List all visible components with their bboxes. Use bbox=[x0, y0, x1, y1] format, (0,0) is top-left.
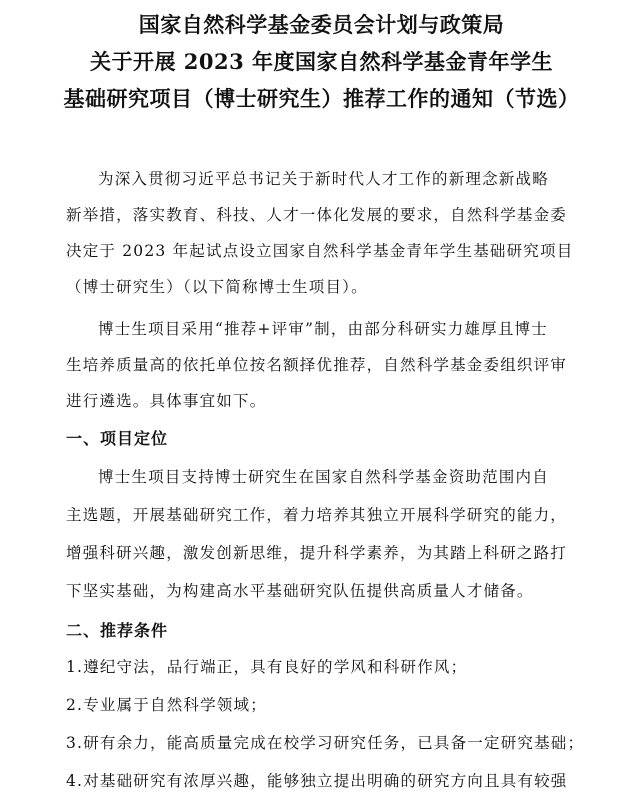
para2-line-2: 生培养质量高的依托单位按名额择优推荐，自然科学基金委组织评审 bbox=[66, 356, 568, 374]
intro-line-2: 新举措，落实教育、科技、人才一体化发展的要求，自然科学基金委 bbox=[66, 206, 568, 224]
section1-line-1: 博士生项目支持博士研究生在国家自然科学基金资助范围内自 bbox=[98, 468, 549, 486]
intro-line-3: 决定于 2023 年起试点设立国家自然科学基金青年学生基础研究项目 bbox=[66, 242, 574, 260]
title-line-3: 基础研究项目（博士研究生）推荐工作的通知（节选） bbox=[63, 86, 580, 111]
para2-line-1: 博士生项目采用“推荐+评审”制，由部分科研实力雄厚且博士 bbox=[98, 320, 548, 338]
section2-item-3: 3.研有余力，能高质量完成在校学习研究任务，已具备一定研究基础； bbox=[66, 734, 585, 752]
section2-item-2: 2.专业属于自然科学领域； bbox=[66, 696, 267, 714]
intro-line-4: （博士研究生）（以下简称博士生项目）。 bbox=[66, 278, 368, 296]
section2-item-4: 4.对基础研究有浓厚兴趣，能够独立提出明确的研究方向且具有较强 bbox=[66, 772, 568, 790]
section2-heading: 二、推荐条件 bbox=[66, 621, 169, 640]
para2-line-3: 进行遴选。具体事宜如下。 bbox=[66, 392, 267, 410]
section1-line-3: 增强科研兴趣，激发创新思维，提升科学素养，为其踏上科研之路打 bbox=[66, 544, 568, 562]
title-line-1: 国家自然科学基金委员会计划与政策局 bbox=[138, 12, 505, 37]
section2-item-1: 1.遵纪守法，品行端正，具有良好的学风和科研作风； bbox=[66, 658, 468, 676]
intro-line-1: 为深入贯彻习近平总书记关于新时代人才工作的新理念新战略 bbox=[98, 170, 549, 188]
section1-line-4: 下坚实基础，为构建高水平基础研究队伍提供高质量人才储备。 bbox=[66, 582, 534, 600]
title-line-2: 关于开展 2023 年度国家自然科学基金青年学生 bbox=[89, 49, 554, 74]
section1-heading: 一、项目定位 bbox=[66, 429, 169, 448]
section1-line-2: 主选题，开展基础研究工作，着力培养其独立开展科学研究的能力， bbox=[66, 506, 568, 524]
